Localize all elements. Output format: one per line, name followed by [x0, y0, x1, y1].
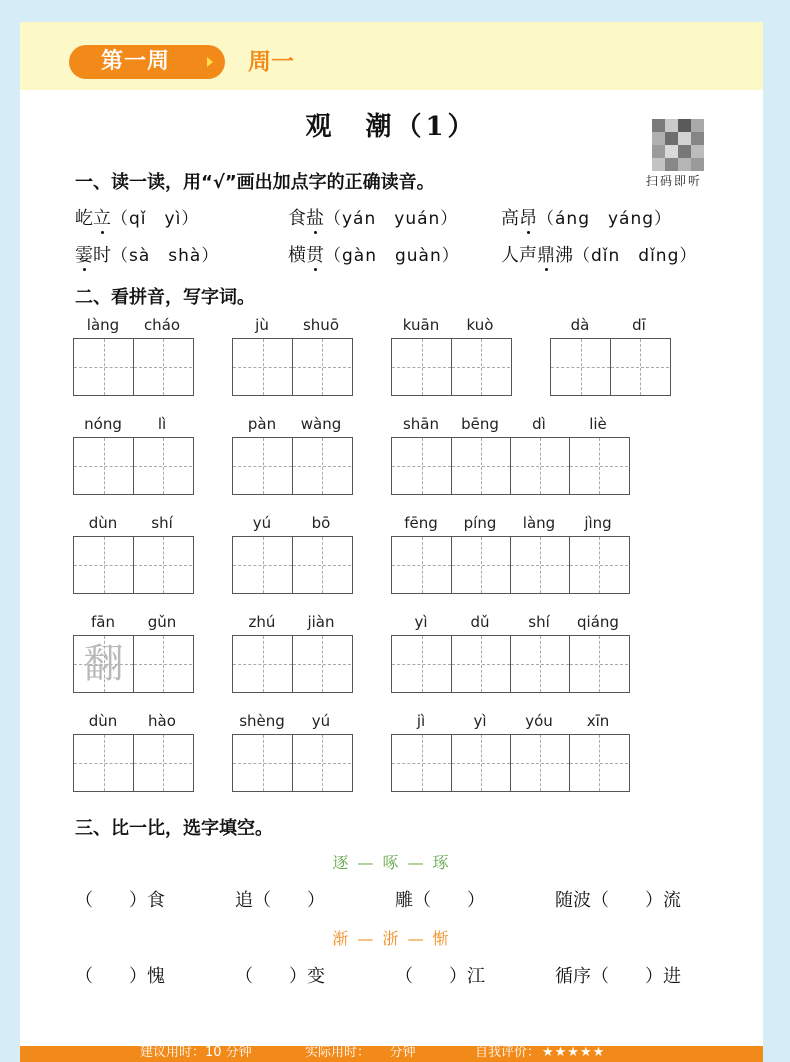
self-evaluation-label: 自我评价：	[475, 1046, 541, 1060]
section2-heading: 二、看拼音，写字词。	[75, 287, 255, 308]
guide-line	[540, 735, 541, 791]
writing-cell[interactable]	[292, 537, 351, 593]
writing-boxes	[391, 734, 630, 792]
pinyin-syllable: dùn	[88, 514, 118, 532]
pinyin-syllable: fān	[91, 613, 115, 631]
pinyin-syllable: xīn	[586, 712, 610, 730]
writing-cell[interactable]	[133, 537, 192, 593]
pinyin-syllable: dùn	[88, 712, 118, 730]
pinyin-syllable: shèng	[239, 712, 285, 730]
rating-stars[interactable]: ★★★★★	[542, 1046, 606, 1060]
guide-line	[540, 438, 541, 494]
pinyin-syllable: shí	[528, 613, 550, 631]
pinyin-syllable: yóu	[525, 712, 553, 730]
writing-boxes	[73, 437, 194, 495]
writing-cell[interactable]	[451, 735, 510, 791]
pinyin-syllable: yú	[252, 514, 272, 532]
writing-boxes	[73, 635, 194, 693]
fill-blank-item[interactable]: （ ）食	[75, 890, 165, 911]
guide-line	[163, 438, 164, 494]
writing-boxes	[391, 536, 630, 594]
worksheet	[20, 22, 763, 1062]
guide-line	[481, 636, 482, 692]
dotted-char: 盐	[306, 208, 324, 229]
writing-boxes	[73, 536, 194, 594]
guide-line	[640, 339, 641, 395]
writing-cell[interactable]	[74, 636, 133, 692]
week-badge	[69, 45, 225, 79]
reading-word	[75, 208, 111, 229]
pinyin-syllable: shí	[151, 514, 173, 532]
writing-boxes	[232, 734, 353, 792]
pinyin-syllable: zhú	[248, 613, 276, 631]
arrow-right-icon	[207, 57, 213, 67]
pinyin-syllable: liè	[589, 415, 607, 433]
pinyin-syllable: shān	[402, 415, 440, 433]
guide-line	[599, 438, 600, 494]
pinyin-syllable: dī	[632, 316, 646, 334]
pinyin-syllable: wàng	[300, 415, 342, 433]
writing-cell[interactable]	[569, 636, 628, 692]
guide-line	[104, 537, 105, 593]
writing-cell[interactable]	[74, 339, 133, 395]
suggested-time: 建议用时：10 分钟	[140, 1046, 252, 1060]
word-prefix: 高	[501, 208, 519, 229]
pinyin-syllable: bēng	[461, 415, 499, 433]
word-prefix: 屹	[75, 208, 93, 229]
pinyin-syllable: kuò	[466, 316, 494, 334]
emphasis-dot	[83, 268, 86, 271]
pinyin-syllable: shuō	[302, 316, 339, 334]
guide-line	[481, 438, 482, 494]
emphasis-dot	[314, 268, 317, 271]
guide-line	[599, 537, 600, 593]
qr-caption: 扫码即听	[646, 174, 703, 188]
pinyin-syllable: kuān	[402, 316, 440, 334]
guide-line	[322, 735, 323, 791]
pinyin-syllable: yì	[414, 613, 428, 631]
writing-boxes	[391, 437, 630, 495]
pinyin-syllable: dà	[570, 316, 590, 334]
writing-cell[interactable]	[392, 339, 451, 395]
writing-cell[interactable]	[292, 636, 351, 692]
writing-cell[interactable]	[510, 735, 569, 791]
guide-line	[163, 735, 164, 791]
guide-line	[422, 735, 423, 791]
guide-line	[263, 339, 264, 395]
writing-cell[interactable]	[551, 339, 610, 395]
pinyin-syllable: yì	[473, 712, 487, 730]
pinyin-options[interactable]: （qǐ yì）	[111, 209, 200, 229]
pinyin-syllable: qiáng	[577, 613, 619, 631]
writing-cell[interactable]	[233, 339, 292, 395]
fill-blank-item[interactable]: （ ）变	[235, 966, 325, 987]
guide-line	[422, 438, 423, 494]
dotted-char: 霎	[75, 245, 93, 266]
writing-cell[interactable]	[510, 438, 569, 494]
dotted-char: 昂	[519, 208, 537, 229]
writing-cell[interactable]	[292, 339, 351, 395]
writing-cell[interactable]	[133, 339, 192, 395]
writing-cell[interactable]	[292, 735, 351, 791]
guide-line	[422, 339, 423, 395]
pinyin-syllable: nóng	[84, 415, 122, 433]
pinyin-syllable: pàn	[247, 415, 277, 433]
guide-line	[104, 735, 105, 791]
word-prefix: 横	[288, 245, 306, 266]
emphasis-dot	[527, 231, 530, 234]
reading-item[interactable]	[501, 204, 672, 230]
writing-cell[interactable]	[133, 636, 192, 692]
emphasis-dot	[314, 231, 317, 234]
guide-line	[263, 636, 264, 692]
qr-code-icon[interactable]	[652, 119, 704, 171]
pinyin-syllable: bō	[311, 514, 331, 532]
guide-line	[163, 339, 164, 395]
reading-word	[288, 245, 324, 266]
guide-line	[540, 537, 541, 593]
guide-line	[263, 735, 264, 791]
section1-heading: 一、读一读，用“√”画出加点字的正确读音。	[75, 172, 435, 193]
reading-item[interactable]	[288, 241, 460, 267]
reading-word	[75, 245, 111, 266]
pinyin-syllable: gǔn	[147, 613, 177, 631]
week-label: 第一周	[101, 49, 171, 74]
writing-boxes	[73, 338, 194, 396]
compare-chars-2: 渐 — 浙 — 惭	[332, 929, 451, 948]
guide-line	[540, 636, 541, 692]
reading-word	[288, 208, 324, 229]
reading-item[interactable]	[75, 241, 219, 267]
guide-line	[104, 438, 105, 494]
pinyin-syllable: píng	[463, 514, 497, 532]
guide-line	[599, 735, 600, 791]
pinyin-options[interactable]: （dǐn dǐng）	[573, 246, 698, 266]
pinyin-syllable: jì	[416, 712, 426, 730]
word-suffix: 沸	[555, 245, 573, 266]
pinyin-syllable: cháo	[143, 316, 181, 334]
writing-cell[interactable]	[451, 339, 510, 395]
fill-blank-item[interactable]: （ ）愧	[75, 966, 165, 987]
writing-boxes	[232, 536, 353, 594]
pinyin-options[interactable]: （gàn guàn）	[324, 246, 460, 266]
writing-cell[interactable]	[233, 735, 292, 791]
writing-cell[interactable]	[451, 636, 510, 692]
word-prefix: 食	[288, 208, 306, 229]
writing-cell[interactable]	[569, 438, 628, 494]
writing-cell[interactable]	[292, 438, 351, 494]
writing-cell[interactable]	[233, 636, 292, 692]
writing-cell[interactable]	[610, 339, 669, 395]
sample-char: 翻	[83, 641, 124, 687]
fill-blank-item[interactable]: 随波（ ）流	[555, 890, 681, 911]
writing-cell[interactable]	[392, 537, 451, 593]
word-prefix: 人声	[501, 245, 537, 266]
guide-line	[163, 537, 164, 593]
pinyin-syllable: làng	[86, 316, 120, 334]
actual-time: 实际用时： 分钟	[305, 1046, 416, 1060]
writing-cell[interactable]	[74, 438, 133, 494]
page-title: 观 潮（1）	[305, 112, 478, 142]
writing-cell[interactable]	[569, 735, 628, 791]
writing-boxes	[73, 734, 194, 792]
reading-item[interactable]	[501, 241, 697, 267]
reading-item[interactable]	[75, 204, 199, 230]
word-suffix: 时	[93, 245, 111, 266]
guide-line	[322, 438, 323, 494]
pinyin-syllable: yú	[311, 712, 331, 730]
writing-cell[interactable]	[74, 537, 133, 593]
writing-cell[interactable]	[510, 537, 569, 593]
guide-line	[422, 636, 423, 692]
fill-blank-item[interactable]: 雕（ ）	[395, 890, 485, 911]
pinyin-syllable: hào	[148, 712, 176, 730]
emphasis-dot	[545, 268, 548, 271]
pinyin-syllable: làng	[522, 514, 556, 532]
writing-boxes	[391, 635, 630, 693]
emphasis-dot	[101, 231, 104, 234]
guide-line	[599, 636, 600, 692]
pinyin-options[interactable]: （áng yáng）	[537, 209, 673, 229]
guide-line	[322, 339, 323, 395]
writing-cell[interactable]	[392, 636, 451, 692]
writing-cell[interactable]	[233, 438, 292, 494]
section3-heading: 三、比一比，选字填空。	[75, 818, 273, 839]
guide-line	[322, 636, 323, 692]
pinyin-syllable: lì	[157, 415, 167, 433]
pinyin-syllable: dǔ	[470, 613, 490, 631]
writing-cell[interactable]	[451, 438, 510, 494]
writing-boxes	[391, 338, 512, 396]
fill-blank-item[interactable]: 循序（ ）进	[555, 966, 681, 987]
writing-boxes	[232, 635, 353, 693]
guide-line	[263, 438, 264, 494]
writing-cell[interactable]	[569, 537, 628, 593]
reading-item[interactable]	[288, 204, 458, 230]
day-label: 周一	[248, 49, 294, 75]
writing-cell[interactable]	[133, 438, 192, 494]
writing-cell[interactable]	[233, 537, 292, 593]
dotted-char: 立	[93, 208, 111, 229]
pinyin-syllable: jù	[255, 316, 269, 334]
pinyin-options[interactable]: （sà shà）	[111, 246, 220, 266]
guide-line	[481, 735, 482, 791]
dotted-char: 贯	[306, 245, 324, 266]
writing-cell[interactable]	[133, 735, 192, 791]
pinyin-options[interactable]: （yán yuán）	[324, 209, 459, 229]
fill-blank-item[interactable]: 追（ ）	[235, 890, 325, 911]
writing-boxes	[232, 338, 353, 396]
compare-chars-1: 逐 — 啄 — 琢	[332, 853, 451, 872]
writing-boxes	[550, 338, 671, 396]
guide-line	[481, 537, 482, 593]
guide-line	[322, 537, 323, 593]
pinyin-syllable: dì	[532, 415, 546, 433]
writing-cell[interactable]	[74, 735, 133, 791]
guide-line	[104, 339, 105, 395]
guide-line	[581, 339, 582, 395]
writing-boxes	[232, 437, 353, 495]
footer-bar	[20, 1046, 763, 1062]
writing-cell[interactable]	[392, 438, 451, 494]
guide-line	[263, 537, 264, 593]
guide-line	[481, 339, 482, 395]
dotted-char: 鼎	[537, 245, 555, 266]
writing-cell[interactable]	[451, 537, 510, 593]
guide-line	[163, 636, 164, 692]
writing-cell[interactable]	[510, 636, 569, 692]
pinyin-syllable: jiàn	[307, 613, 335, 631]
pinyin-syllable: jìng	[584, 514, 612, 532]
pinyin-syllable: fēng	[404, 514, 438, 532]
reading-word	[501, 208, 537, 229]
reading-word	[501, 245, 573, 266]
guide-line	[422, 537, 423, 593]
writing-cell[interactable]	[392, 735, 451, 791]
fill-blank-item[interactable]: （ ）江	[395, 966, 485, 987]
